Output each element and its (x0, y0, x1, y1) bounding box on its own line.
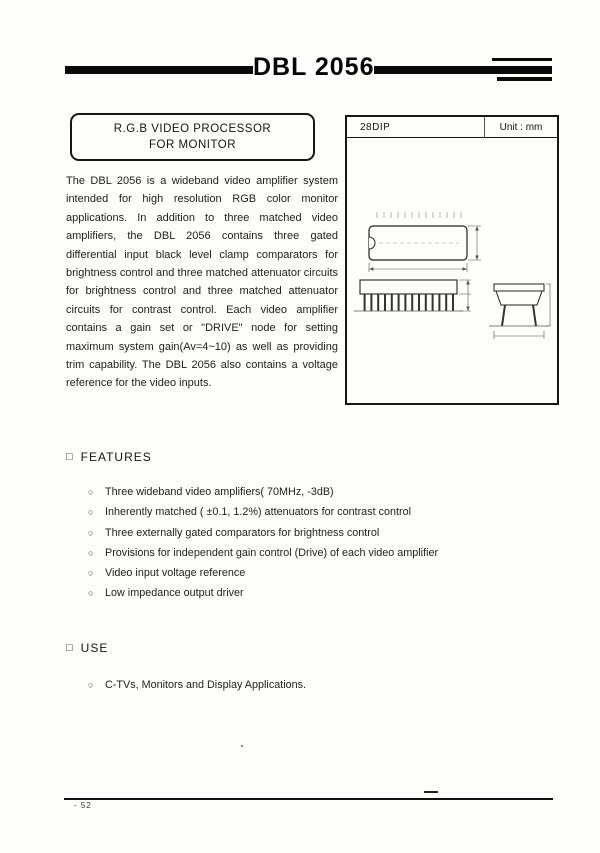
use-heading-label: USE (80, 641, 109, 655)
use-heading (66, 641, 108, 655)
circle-bullet-icon: ○ (88, 568, 94, 579)
dip-end-pins (502, 305, 536, 326)
stray-scan-mark (241, 745, 243, 747)
dip-end-cap (494, 284, 544, 291)
dim-extension-lines (468, 226, 481, 260)
use-item (88, 675, 508, 695)
dip-pins (365, 294, 453, 311)
package-unit-label: Unit : mm (484, 117, 557, 137)
feature-item (88, 523, 508, 543)
circle-bullet-icon: ○ (88, 547, 94, 558)
use-list (88, 675, 508, 695)
section-square-icon: □ (66, 451, 74, 463)
feature-text: Inherently matched ( ±0.1, 1.2%) attenuators for contrast control (105, 506, 411, 519)
dip-end-body (496, 291, 542, 305)
feature-text: Three externally gated comparators for brightness control (105, 526, 380, 539)
footer-page-note: - 52 (74, 801, 92, 810)
part-number-title: DBL 2056 (253, 53, 375, 81)
feature-item (88, 563, 508, 583)
dip-end-view-drawing (489, 284, 551, 339)
feature-text: Video input voltage reference (105, 567, 246, 580)
header-rule-left (65, 66, 253, 74)
function-title-line2: FOR MONITOR (148, 139, 237, 151)
dim-extension-lines-bottom (369, 263, 467, 272)
feature-text: Provisions for independent gain control (Drive) of each video amplifier (105, 546, 439, 559)
footer-tick-mark (424, 791, 438, 793)
circle-bullet-icon: ○ (88, 680, 94, 690)
pin-number-ticks (377, 212, 461, 218)
dim-extension-lines-side (459, 280, 471, 311)
use-text: C-TVs, Monitors and Display Applications. (105, 679, 307, 691)
dim-extension-lines-end-bottom (494, 331, 544, 339)
circle-bullet-icon: ○ (88, 527, 94, 538)
feature-text: Three wideband video amplifiers( 70MHz, -3dB) (105, 486, 334, 498)
dip-top-view-drawing (369, 226, 481, 272)
package-outline-box (345, 115, 559, 405)
features-heading (66, 450, 152, 464)
package-name: 28DIP (360, 121, 391, 133)
circle-bullet-icon: ○ (88, 487, 94, 497)
feature-text: Low impedance output driver (105, 587, 244, 600)
section-square-icon: □ (66, 642, 74, 654)
pin1-notch (369, 237, 375, 249)
package-box-header (347, 117, 557, 138)
feature-item (88, 583, 508, 603)
header-rule-right-bottom (497, 77, 552, 81)
dip-side-view-drawing (354, 280, 471, 311)
circle-bullet-icon: ○ (88, 507, 94, 518)
footer-rule (64, 798, 553, 800)
package-dimension-drawings (347, 138, 553, 400)
header-rule-right-top (492, 58, 552, 61)
device-description: The DBL 2056 is a wideband video amplifier system intended for high resolution RGB color monitor applications. In addition to three matched video amplifiers, the DBL 2056 contains three gated differential input black level clamp comparators for brightness control and three matched attenuator circuits for brightness control and three matched attenuator circuits for contrast control. Each video amplifier contains a gain set or "DRIVE" node for setting maximum system gain(Av=4~10) as well as providing trim capability. The DBL 2056 also contains a voltage reference for the video inputs. (66, 175, 338, 390)
function-title-line1: R.G.B VIDEO PROCESSOR (113, 123, 272, 135)
dip-side-body (360, 280, 457, 294)
header-rule-right (374, 66, 552, 74)
features-heading-label: FEATURES (80, 450, 152, 464)
function-title-box (70, 113, 315, 161)
features-list (88, 482, 508, 604)
feature-item (88, 502, 508, 522)
feature-item (88, 482, 508, 502)
circle-bullet-icon: ○ (88, 588, 94, 599)
feature-item (88, 543, 508, 563)
